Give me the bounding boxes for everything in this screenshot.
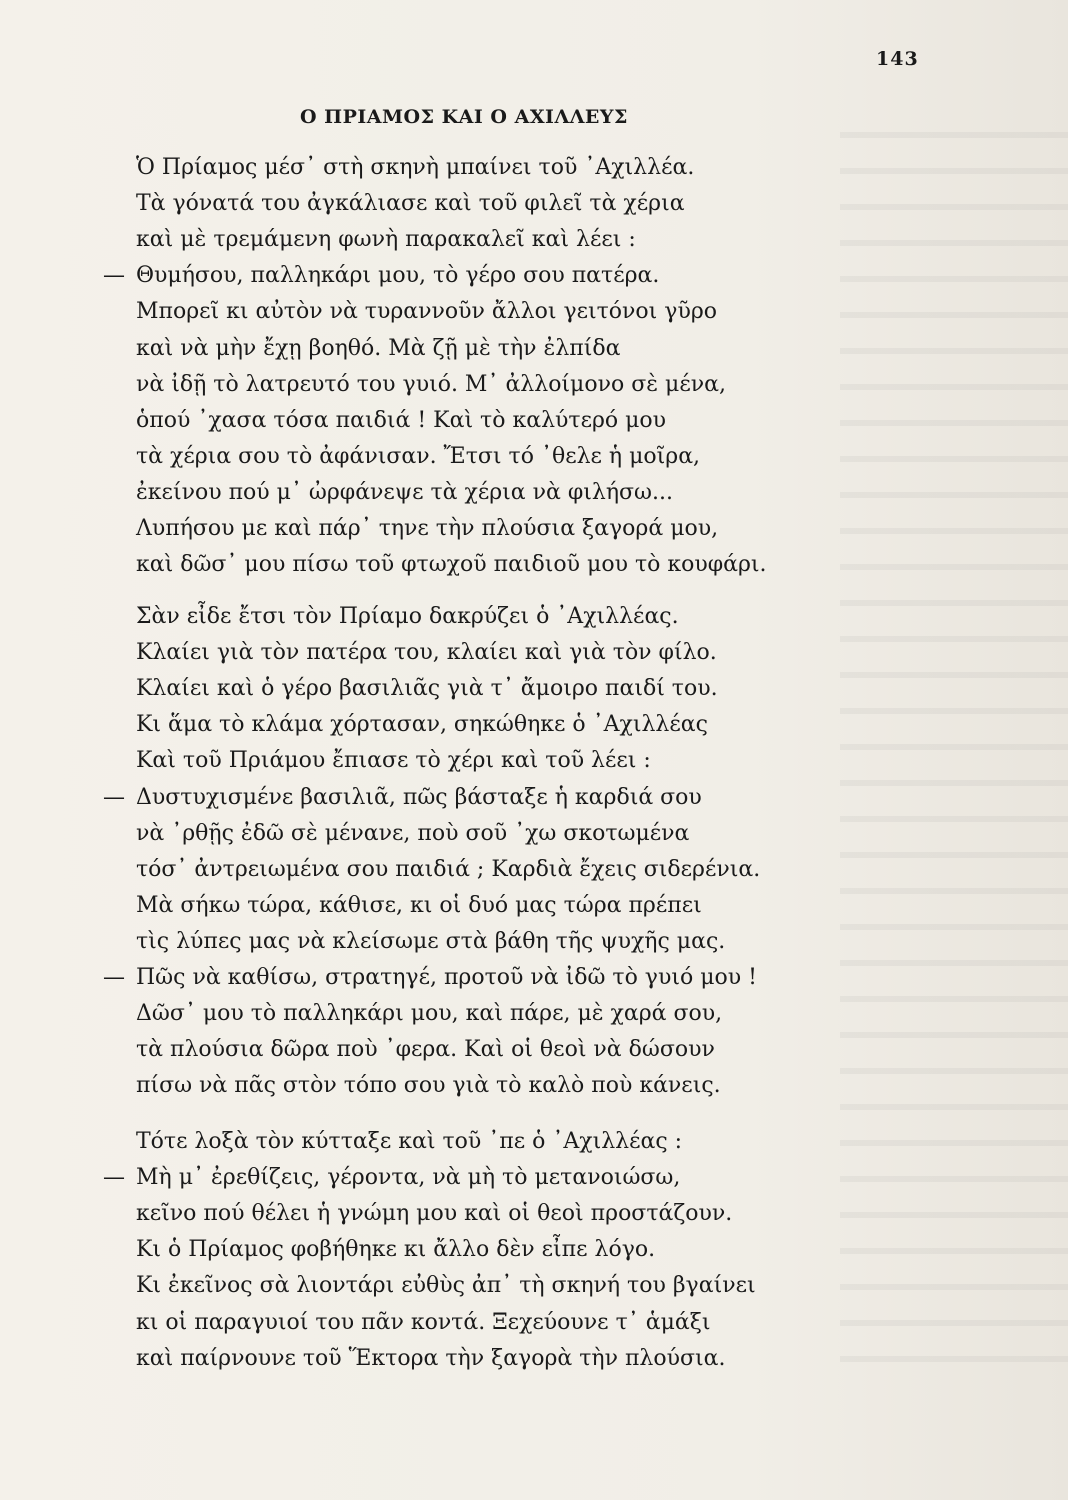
dialogue-dash: — [103, 785, 125, 810]
verse-text: τὰ πλούσια δῶρα ποὺ ᾽φερα. Καὶ οἱ θεοὶ νὰ δώσουν [136, 1037, 715, 1062]
verse-text: Πῶς νὰ καθίσω, στρατηγέ, προτοῦ νὰ ἰδῶ τὸ γυιό μου ! [136, 965, 757, 990]
verse-text: νὰ ᾽ρθῇς ἐδῶ σὲ μένανε, ποὺ σοῦ ᾽χω σκοτωμένα [136, 821, 690, 846]
verse-text: Δυστυχισμένε βασιλιᾶ, πῶς βάσταξε ἡ καρδιά σου [136, 785, 702, 810]
verse-text: κι οἱ παραγυιοί του πᾶν κοντά. Ξεχεύουνε τ᾽ ἁμάξι [136, 1310, 711, 1335]
verse-text: πίσω νὰ πᾶς στὸν τόπο σου γιὰ τὸ καλὸ ποὺ κάνεις. [136, 1073, 721, 1098]
verse-text: Κλαίει καὶ ὁ γέρο βασιλιᾶς γιὰ τ᾽ ἄμοιρο παιδί του. [136, 676, 718, 701]
show-through-text [840, 110, 1068, 1390]
poem-title: Ο ΠΡΙΑΜΟΣ ΚΑΙ Ο ΑΧΙΛΛΕΥΣ [300, 106, 628, 128]
verse-text: Καὶ τοῦ Πριάμου ἔπιασε τὸ χέρι καὶ τοῦ λέει : [136, 748, 651, 773]
verse-text: Τὰ γόνατά του ἀγκάλιασε καὶ τοῦ φιλεῖ τὰ χέρια [136, 191, 685, 216]
verse-text: τὰ χέρια σου τὸ ἀφάνισαν. Ἔτσι τό ᾽θελε ἡ μοῖρα, [136, 444, 701, 469]
verse-text: Θυμήσου, παλληκάρι μου, τὸ γέρο σου πατέρα. [136, 263, 660, 288]
page-number: 143 [876, 48, 919, 70]
verse-text: Κι ὁ Πρίαμος φοβήθηκε κι ἄλλο δὲν εἶπε λόγο. [136, 1237, 656, 1262]
verse-text: Κι ἅμα τὸ κλάμα χόρτασαν, σηκώθηκε ὁ ᾽Αχιλλέας [136, 712, 708, 737]
verse-text: Τότε λοξὰ τὸν κύτταξε καὶ τοῦ ᾽πε ὁ ᾽Αχιλλέας : [136, 1129, 683, 1154]
verse-text: καὶ δῶσ᾽ μου πίσω τοῦ φτωχοῦ παιδιοῦ μου τὸ κουφάρι. [136, 552, 767, 577]
verse-text: τόσ᾽ ἀντρειωμένα σου παιδιά ; Καρδιὰ ἔχεις σιδερένια. [136, 857, 761, 882]
dialogue-dash: — [103, 1165, 125, 1190]
verse-text: Δῶσ᾽ μου τὸ παλληκάρι μου, καὶ πάρε, μὲ χαρά σου, [136, 1001, 723, 1026]
verse-text: καὶ μὲ τρεμάμενη φωνὴ παρακαλεῖ καὶ λέει : [136, 227, 636, 252]
verse-text: Μὴ μ᾽ ἐρεθίζεις, γέροντα, νὰ μὴ τὸ μετανοιώσω, [136, 1165, 681, 1190]
verse-text: Ὁ Πρίαμος μέσ᾽ στὴ σκηνὴ μπαίνει τοῦ ᾽Αχιλλέα. [136, 155, 695, 180]
dialogue-dash: — [103, 263, 125, 288]
verse-text: κεῖνο πού θέλει ἡ γνώμη μου καὶ οἱ θεοὶ προστάζουν. [136, 1201, 733, 1226]
verse-text: Σὰν εἶδε ἔτσι τὸν Πρίαμο δακρύζει ὁ ᾽Αχιλλέας. [136, 604, 679, 629]
dialogue-dash: — [103, 965, 125, 990]
verse-text: ὁπού ᾽χασα τόσα παιδιά ! Καὶ τὸ καλύτερό μου [136, 408, 667, 433]
verse-text: Μπορεῖ κι αὐτὸν νὰ τυραννοῦν ἄλλοι γειτόνοι γῦρο [136, 299, 717, 324]
verse-text: Κι ἐκεῖνος σὰ λιοντάρι εὐθὺς ἀπ᾽ τὴ σκηνή του βγαίνει [136, 1273, 756, 1298]
verse-text: τὶς λύπες μας νὰ κλείσωμε στὰ βάθη τῆς ψυχῆς μας. [136, 929, 726, 954]
verse-text: καὶ νὰ μὴν ἔχῃ βοηθό. Μὰ ζῇ μὲ τὴν ἐλπίδα [136, 336, 621, 361]
verse-text: Μὰ σήκω τώρα, κάθισε, κι οἱ δυό μας τώρα πρέπει [136, 893, 702, 918]
verse-text: νὰ ἰδῇ τὸ λατρευτό του γυιό. Μ᾽ ἀλλοίμονο σὲ μένα, [136, 372, 726, 397]
verse-text: Κλαίει γιὰ τὸν πατέρα του, κλαίει καὶ γιὰ τὸν φίλο. [136, 640, 717, 665]
verse-text: Λυπήσου με καὶ πάρ᾽ τηνε τὴν πλούσια ξαγορά μου, [136, 516, 719, 541]
verse-text: ἐκείνου πού μ᾽ ὠρφάνεψε τὰ χέρια νὰ φιλήσω... [136, 480, 673, 505]
verse-text: καὶ παίρνουνε τοῦ Ἕκτορα τὴν ξαγορὰ τὴν πλούσια. [136, 1346, 726, 1371]
